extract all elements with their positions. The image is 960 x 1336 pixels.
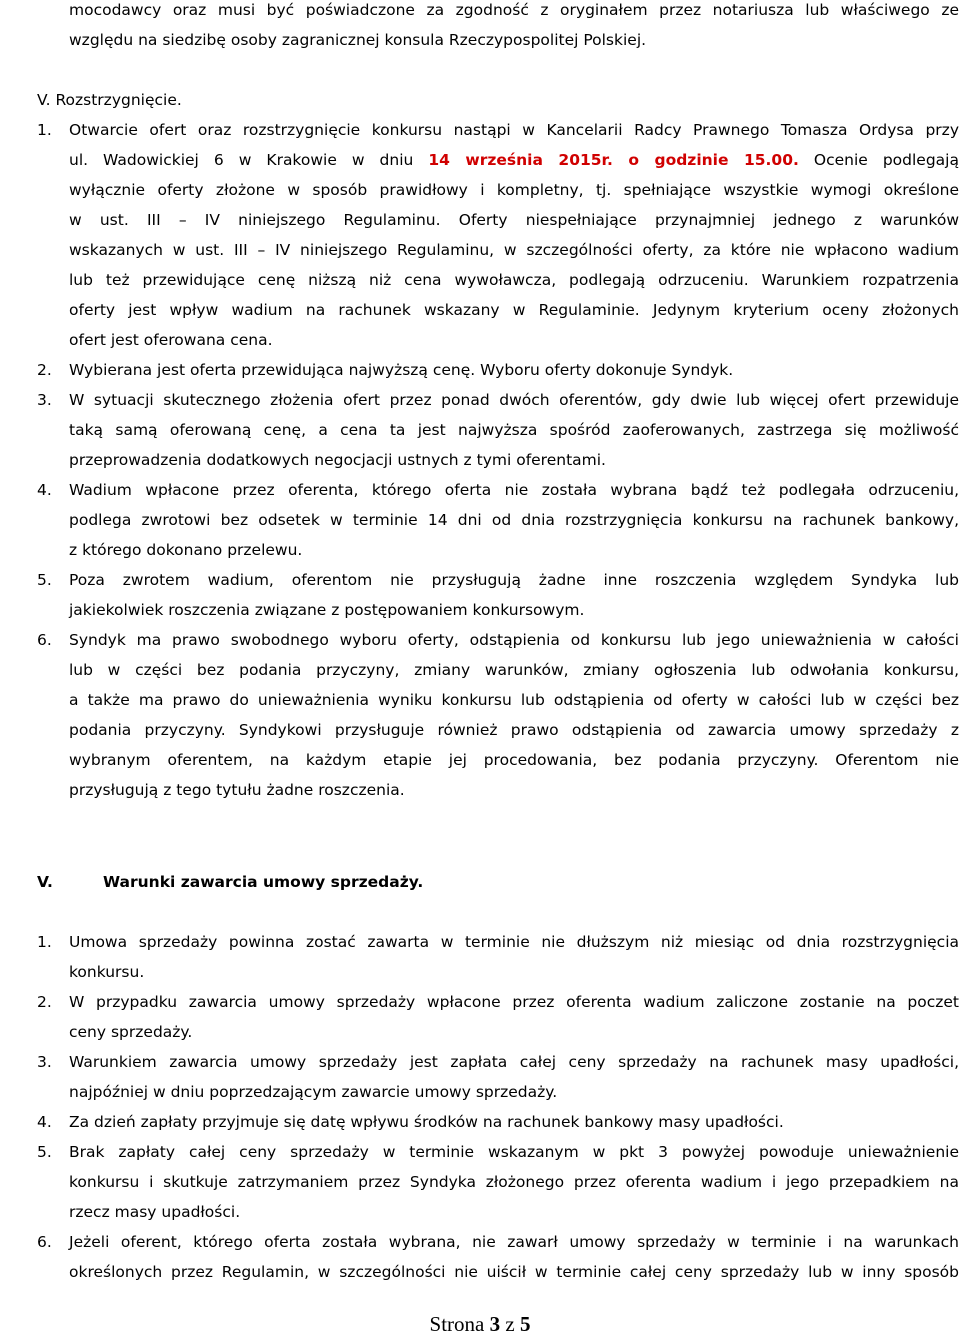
list-number: 1. xyxy=(37,121,52,139)
paragraph-line: ofert jest oferowana cena. xyxy=(69,331,273,349)
paragraph-line: lub w części bez podania przyczyny, zmiany warunków, zmiany ogłoszenia lub odwołania konkursu, xyxy=(69,661,959,679)
list-number: 5. xyxy=(37,571,52,589)
paragraph-line: Otwarcie ofert oraz rozstrzygnięcie konkursu nastąpi w Kancelarii Radcy Prawnego Tomasza Ordysa przy xyxy=(69,121,959,139)
paragraph-line: Za dzień zapłaty przyjmuje się datę wpływu środków na rachunek bankowy masy upadłości. xyxy=(69,1113,784,1131)
paragraph-line: podania przyczyny. Syndykowi przysługuje również prawo odstąpienia od zawarcia umowy sprzedaży z xyxy=(69,721,959,739)
paragraph-line: podlega zwrotowi bez odsetek w terminie 14 dni od dnia rozstrzygnięcia konkursu na rachunek bankowy, xyxy=(69,511,959,529)
paragraph-line: Wybierana jest oferta przewidująca najwyższą cenę. Wyboru oferty dokonuje Syndyk. xyxy=(69,361,734,379)
text-run: ul. Wadowickiej 6 w Krakowie w dniu xyxy=(69,151,429,169)
paragraph-line: wskazanych w ust. III – IV niniejszego Regulaminu, w szczególności oferty, za które nie wpłacono wadium xyxy=(69,241,959,259)
paragraph-line: Warunkiem zawarcia umowy sprzedaży jest zapłata całej ceny sprzedaży na rachunek masy upadłości, xyxy=(69,1053,959,1071)
paragraph-line: względu na siedzibę osoby zagranicznej konsula Rzeczypospolitej Polskiej. xyxy=(69,31,647,49)
paragraph-line: Wadium wpłacone przez oferenta, którego oferta nie została wybrana bądź też podlegała odrzuceniu, xyxy=(69,481,959,499)
paragraph-line: W sytuacji skutecznego złożenia ofert przez ponad dwóch oferentów, gdy dwie lub więcej ofert przewiduje xyxy=(69,391,959,409)
paragraph-line: określonych przez Regulamin, w szczególności nie uiścił w terminie całej ceny sprzedaży lub w inny sposób xyxy=(69,1263,959,1281)
paragraph-line: taką samą oferowaną cenę, a cena ta jest najwyższa spośród zaoferowanych, zastrzega się możliwość xyxy=(69,421,959,439)
section-number: V. xyxy=(37,873,53,891)
paragraph-line: rzecz masy upadłości. xyxy=(69,1203,241,1221)
footer-label: Strona xyxy=(429,1312,490,1336)
list-number: 1. xyxy=(37,933,52,951)
text-run: Ocenie podlegają xyxy=(798,151,959,169)
page-number: 3 xyxy=(489,1312,501,1336)
paragraph-line: a także ma prawo do unieważnienia wyniku konkursu lub odstąpienia od oferty w całości lub w części bez xyxy=(69,691,959,709)
paragraph-line: wybranym oferentem, na każdym etapie jej procedowania, bez podania przyczyny. Oferentom nie xyxy=(69,751,959,769)
section-heading: V. Rozstrzygnięcie. xyxy=(37,91,182,109)
list-number: 3. xyxy=(37,1053,52,1071)
paragraph-line: przeprowadzenia dodatkowych negocjacji ustnych z tymi oferentami. xyxy=(69,451,606,469)
page-footer xyxy=(0,1312,960,1336)
paragraph-line: ceny sprzedaży. xyxy=(69,1023,193,1041)
paragraph-line: konkursu. xyxy=(69,963,145,981)
list-number: 6. xyxy=(37,1233,52,1251)
paragraph-line: Poza zwrotem wadium, oferentom nie przysługują żadne inne roszczenia względem Syndyka lub xyxy=(69,571,959,589)
list-number: 2. xyxy=(37,993,52,1011)
paragraph-line: w ust. III – IV niniejszego Regulaminu. Oferty niespełniające przynajmniej jednego z warunków xyxy=(69,211,959,229)
highlighted-date: 14 września 2015r. o godzinie 15.00. xyxy=(428,151,799,169)
paragraph-line: przysługują z tego tytułu żadne roszczenia. xyxy=(69,781,405,799)
section-heading: Warunki zawarcia umowy sprzedaży. xyxy=(103,873,424,891)
paragraph-line: wyłącznie oferty złożone w sposób prawidłowy i kompletny, tj. spełniające wszystkie wymogi określone xyxy=(69,181,959,199)
list-number: 2. xyxy=(37,361,52,379)
footer-separator: z xyxy=(500,1312,520,1336)
paragraph-line: najpóźniej w dniu poprzedzającym zawarcie umowy sprzedaży. xyxy=(69,1083,558,1101)
paragraph-line: Umowa sprzedaży powinna zostać zawarta w terminie nie dłuższym niż miesiąc od dnia rozstrzygnięcia xyxy=(69,933,959,951)
paragraph-line: z którego dokonano przelewu. xyxy=(69,541,303,559)
paragraph-line: mocodawcy oraz musi być poświadczone za zgodność z oryginałem przez notariusza lub właściwego ze xyxy=(69,1,959,19)
paragraph-line: Brak zapłaty całej ceny sprzedaży w terminie wskazanym w pkt 3 powyżej powoduje unieważnienie xyxy=(69,1143,959,1161)
page-total: 5 xyxy=(519,1312,531,1336)
list-number: 3. xyxy=(37,391,52,409)
list-number: 5. xyxy=(37,1143,52,1161)
list-number: 4. xyxy=(37,481,52,499)
paragraph-line xyxy=(69,150,959,170)
paragraph-line: Syndyk ma prawo swobodnego wyboru oferty, odstąpienia od konkursu lub jego unieważnienia w całości xyxy=(69,631,959,649)
paragraph-line: Jeżeli oferent, którego oferta została wybrana, nie zawarł umowy sprzedaży w terminie i na warunkach xyxy=(69,1233,959,1251)
paragraph-line: oferty jest wpływ wadium na rachunek wskazany w Regulaminie. Jedynym kryterium oceny złożonych xyxy=(69,301,959,319)
paragraph-line: jakiekolwiek roszczenia związane z postępowaniem konkursowym. xyxy=(69,601,585,619)
paragraph-line: W przypadku zawarcia umowy sprzedaży wpłacone przez oferenta wadium zaliczone zostanie na poczet xyxy=(69,993,959,1011)
paragraph-line: lub też przewidujące cenę niższą niż cena wywoławcza, podlegają odrzuceniu. Warunkiem rozpatrzenia xyxy=(69,271,959,289)
list-number: 4. xyxy=(37,1113,52,1131)
paragraph-line: konkursu i skutkuje zatrzymaniem przez Syndyka złożonego przez oferenta wadium i jego przepadkiem na xyxy=(69,1173,959,1191)
list-number: 6. xyxy=(37,631,52,649)
